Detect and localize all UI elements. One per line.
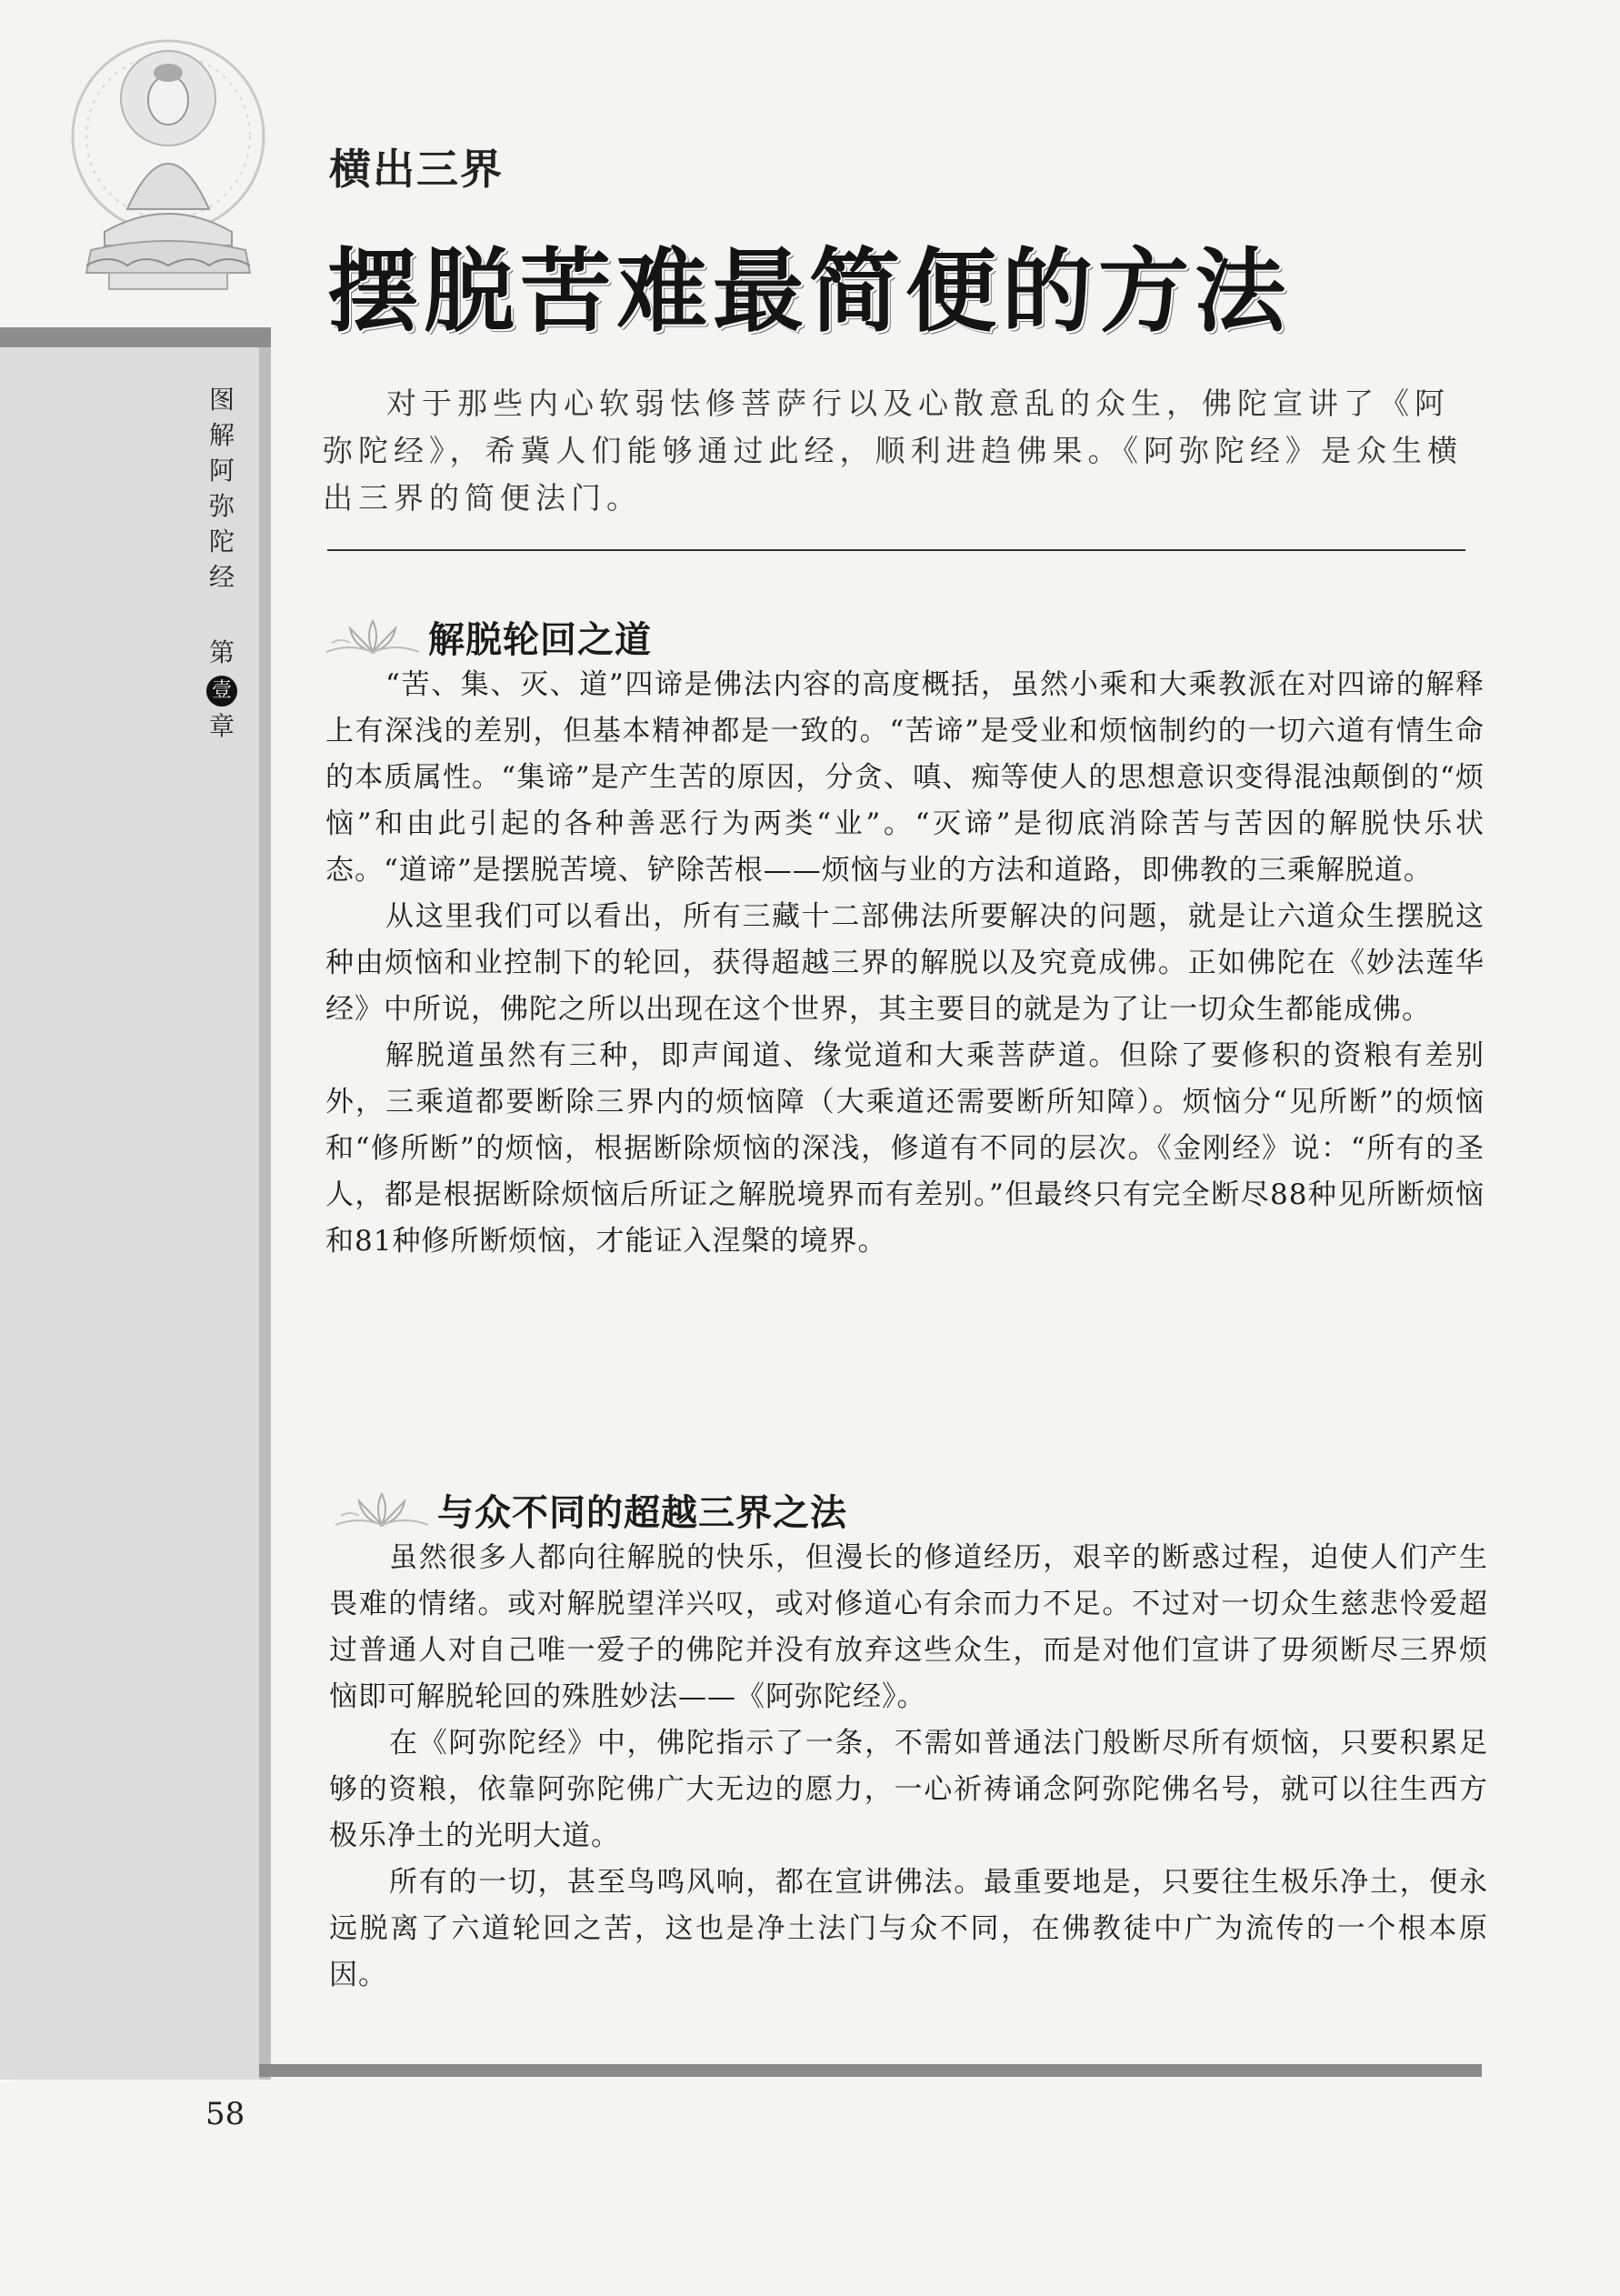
page-title: 摆脱苦难最简便的方法 <box>327 238 1291 345</box>
body-paragraph: 解脱道虽然有三种，即声闻道、缘觉道和大乘菩萨道。但除了要修积的资粮有差别外，三乘道都要断除三界内的烦恼障（大乘道还需要断所知障）。烦恼分“见所断”的烦恼和“修所断”的烦恼，根据断除烦恼的深浅，修道有不同的层次。《金刚经》说：“所有的圣人，都是根据断除烦恼后所证之解脱境界而有差别。”但最终只有完全断尽88种见所断烦恼和81种修所断烦恼，才能证入涅槃的境界。 <box>325 1039 1485 1258</box>
lotus-icon <box>332 1489 432 1530</box>
body-paragraph: “苦、集、灭、道”四谛是佛法内容的高度概括，虽然小乘和大乘教派在对四谛的解释上有深浅的差别，但基本精神都是一致的。“苦谛”是受业和烦恼制约的一切六道有情生命的本质属性。“集谛”是产生苦的原因，分贪、嗔、痴等使人的思想意识变得混浊颠倒的“烦恼”和由此引起的各种善恶行为两类“业”。“灭谛”是彻底消除苦与苦因的解脱快乐状态。“道谛”是摆脱苦境、铲除苦根——烦恼与业的方法和道路，即佛教的三乘解脱道。 <box>325 668 1485 887</box>
body-paragraph: 从这里我们可以看出，所有三藏十二部佛法所要解决的问题，就是让六道众生摆脱这种由烦恼和业控制下的轮回，获得超越三界的解脱以及究竟成佛。正如佛陀在《妙法莲华经》中所说，佛陀之所以出现在这个世界，其主要目的就是为了让一切众生都能成佛。 <box>325 900 1485 1026</box>
side-rail-edge <box>259 347 271 2080</box>
footer-bar <box>259 2064 1482 2077</box>
book-title-char: 弥 <box>208 491 235 521</box>
chapter-marker <box>202 635 242 744</box>
chapter-prefix: 第 <box>208 637 235 667</box>
section-body <box>325 662 1485 1265</box>
side-rail <box>0 347 259 2080</box>
header-bar <box>0 327 271 347</box>
title-kicker: 横出三界 <box>329 145 504 194</box>
chapter-number-badge: 壹 <box>206 676 237 707</box>
body-paragraph: 所有的一切，甚至鸟鸣风响，都在宣讲佛法。最重要地是，只要往生极乐净土，便永远脱离了六道轮回之苦，这也是净土法门与众不同，在佛教徒中广为流传的一个根本原因。 <box>329 1866 1488 1991</box>
divider-rule <box>327 549 1465 551</box>
section-heading <box>332 1482 847 1537</box>
buddha-illustration <box>36 27 300 300</box>
running-book-title <box>202 382 242 595</box>
section-heading-text: 解脱轮回之道 <box>428 618 652 661</box>
book-title-char: 图 <box>208 385 235 415</box>
page-number: 58 <box>205 2096 245 2132</box>
body-paragraph: 在《阿弥陀经》中，佛陀指示了一条，不需如普通法门般断尽所有烦恼，只要积累足够的资粮，依靠阿弥陀佛广大无边的愿力，一心祈祷诵念阿弥陀佛名号，就可以往生西方极乐净土的光明大道。 <box>329 1727 1488 1852</box>
chapter-suffix: 章 <box>208 711 235 741</box>
book-title-char: 陀 <box>208 526 235 556</box>
lotus-icon <box>323 616 423 657</box>
intro-paragraph: 对于那些内心软弱怯修菩萨行以及心散意乱的众生，佛陀宣讲了《阿弥陀经》，希冀人们能够通过此经，顺利进趋佛果。《阿弥陀经》是众生横出三界的简便法门。 <box>323 386 1463 516</box>
section-heading <box>323 609 652 664</box>
body-paragraph: 虽然很多人都向往解脱的快乐，但漫长的修道经历，艰辛的断惑过程，迫使人们产生畏难的情绪。或对解脱望洋兴叹，或对修道心有余而力不足。不过对一切众生慈悲怜爱超过普通人对自己唯一爱子的佛陀并没有放弃这些众生，而是对他们宣讲了毋须断尽三界烦恼即可解脱轮回的殊胜妙法——《阿弥陀经》。 <box>329 1541 1488 1713</box>
book-title-char: 阿 <box>208 456 235 486</box>
book-title-char: 经 <box>208 562 235 592</box>
section-body <box>329 1535 1488 1999</box>
book-title-char: 解 <box>208 420 235 450</box>
section-heading-text: 与众不同的超越三界之法 <box>437 1491 847 1534</box>
